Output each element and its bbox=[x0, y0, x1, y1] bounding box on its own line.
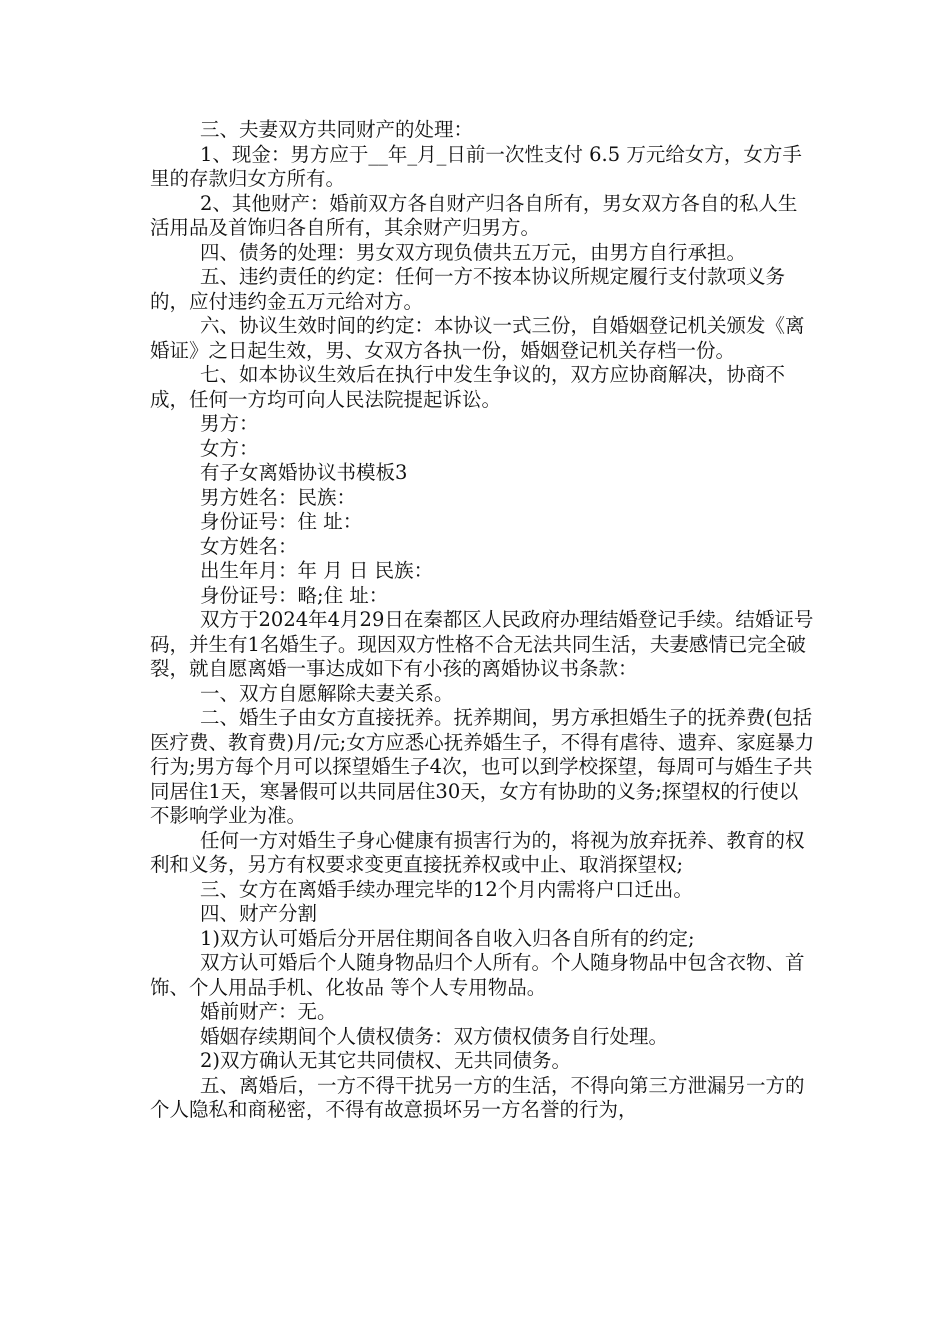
paragraph: 二、婚生子由女方直接抚养。抚养期间，男方承担婚生子的抚养费(包括医疗费、教育费)月/元;女方应悉心抚养婚生子，不得有虐待、遗弃、家庭暴力行为;男方每个月可以探望婚生子4次，也可以到学校探望，每周可与婚生子共同居住1天，寒暑假可以共同居住30天，女方有协助的义务;探望权的行使以不影响学业为准。 bbox=[150, 706, 815, 827]
form-field-line: 女方姓名： bbox=[200, 534, 298, 558]
section-heading: 有子女离婚协议书模板3 bbox=[200, 461, 408, 484]
paragraph: 双方于2024年4月29日在秦都区人民政府办理结婚登记手续。结婚证号码，并生有1名婚生子。现因双方性格不合无法共同生活，夫妻感情已完全破裂，就自愿离婚一事达成如下有小孩的离婚协议书条款： bbox=[150, 608, 814, 680]
paragraph: 五、违约责任的约定：任何一方不按本协议所规定履行支付款项义务的，应付违约金五万元给对方。 bbox=[150, 265, 786, 313]
paragraph: 2)双方确认无其它共同债权、无共同债务。 bbox=[200, 1049, 572, 1072]
form-field-line: 身份证号：略;住 址： bbox=[200, 583, 389, 607]
paragraph: 任何一方对婚生子身心健康有损害行为的，将视为放弃抚养、教育的权利和义务，另方有权要求变更直接抚养权或中止、取消探望权; bbox=[150, 828, 805, 876]
form-field-line: 身份证号：住 址： bbox=[200, 510, 363, 533]
signature-line-female: 女方： bbox=[200, 436, 259, 460]
paragraph: 五、离婚后，一方不得干扰另一方的生活，不得向第三方泄漏另一方的个人隐私和商秘密，不得有故意损坏另一方名誉的行为， bbox=[150, 1073, 805, 1121]
signature-line-male: 男方： bbox=[200, 412, 259, 435]
paragraph: 婚姻存续期间个人债权债务：双方债权债务自行处理。 bbox=[200, 1024, 669, 1048]
paragraph: 三、女方在离婚手续办理完毕的12个月内需将户口迁出。 bbox=[200, 877, 693, 901]
paragraph: 1、现金：男方应于__年_月_日前一次性支付 6.5 万元给女方，女方手里的存款归女方所有。 bbox=[150, 142, 802, 190]
document-body bbox=[150, 118, 815, 1123]
paragraph: 一、双方自愿解除夫妻关系。 bbox=[200, 681, 454, 705]
form-field-line: 出生年月：年 月 日 民族： bbox=[200, 559, 434, 582]
paragraph: 婚前财产：无。 bbox=[200, 1000, 337, 1023]
paragraph: 1)双方认可婚后分开居住期间各自收入归各自所有的约定; bbox=[200, 926, 695, 950]
paragraph: 七、如本协议生效后在执行中发生争议的，双方应协商解决，协商不成，任何一方均可向人民法院提起诉讼。 bbox=[150, 363, 786, 411]
paragraph: 四、债务的处理：男女双方现负债共五万元，由男方自行承担。 bbox=[200, 240, 747, 264]
paragraph: 六、协议生效时间的约定：本协议一式三份，自婚姻登记机关颁发《离婚证》之日起生效，男、女双方各执一份，婚姻登记机关存档一份。 bbox=[150, 314, 805, 362]
paragraph: 双方认可婚后个人随身物品归个人所有。个人随身物品中包含衣物、首饰、个人用品手机、化妆品 等个人专用物品。 bbox=[150, 951, 805, 999]
paragraph: 2、其他财产：婚前双方各自财产归各自所有，男女双方各自的私人生活用品及首饰归各自所有，其余财产归男方。 bbox=[150, 191, 798, 239]
form-field-line: 男方姓名：民族： bbox=[200, 485, 357, 509]
paragraph: 四、财产分割 bbox=[200, 902, 318, 925]
paragraph: 三、夫妻双方共同财产的处理： bbox=[200, 118, 474, 141]
